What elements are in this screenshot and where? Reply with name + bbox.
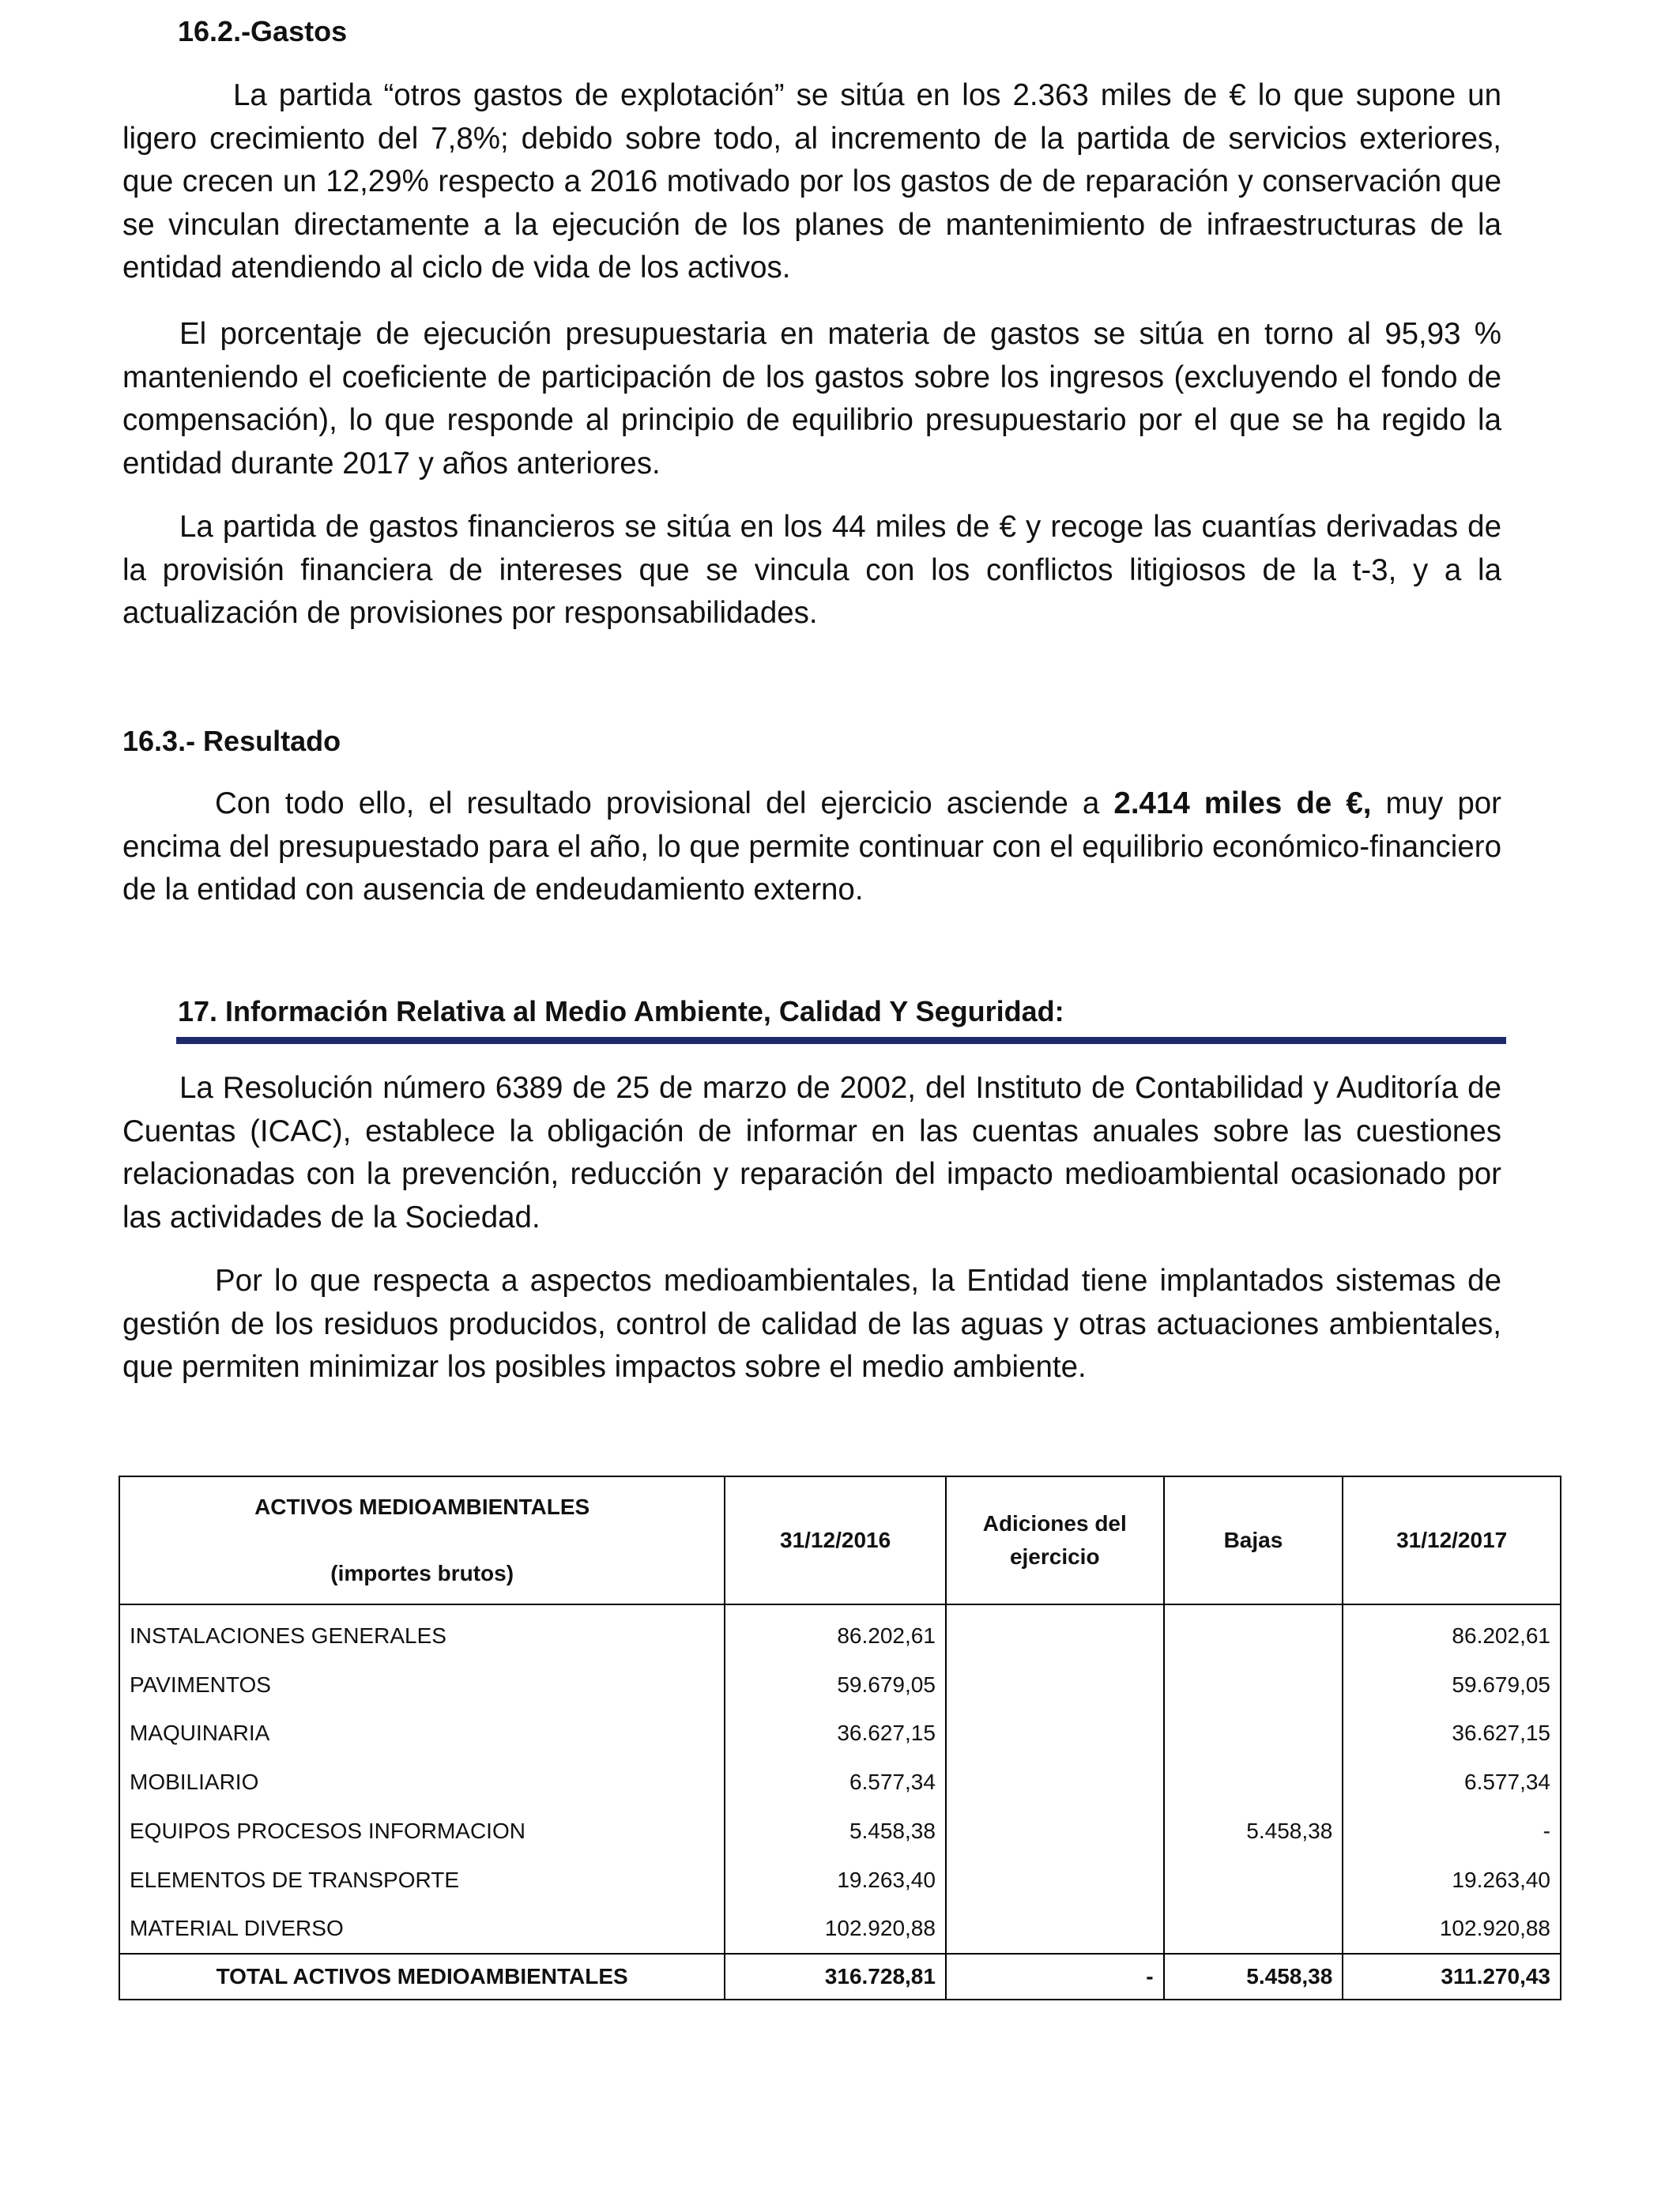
value-2016: 59.679,05 (725, 1661, 946, 1710)
value-additions (946, 1604, 1164, 1661)
value-2016: 36.627,15 (725, 1709, 946, 1758)
value-2017: 36.627,15 (1343, 1709, 1561, 1758)
section-heading-resultado: 16.3.- Resultado (122, 725, 341, 757)
value-2016: 6.577,34 (725, 1758, 946, 1807)
row-label: EQUIPOS PROCESOS INFORMACION (119, 1807, 725, 1856)
value-bajas (1164, 1904, 1343, 1954)
value-additions (946, 1661, 1164, 1710)
paragraph: El porcentaje de ejecución presupuestaria en materia de gastos se sitúa en torno al 95,93 % manteniendo el coeficiente de participación de los gastos sobre los ingresos (excluyendo el fondo de compensación), lo que responde al principio de equilibrio presupuestario por el que se ha regido la entidad durante 2017 y años anteriores. (122, 317, 1501, 481)
header-assets-title: ACTIVOS MEDIOAMBIENTALES (254, 1495, 590, 1519)
header-2016: 31/12/2016 (725, 1476, 946, 1604)
value-bajas (1164, 1709, 1343, 1758)
table-row (119, 1709, 1561, 1758)
value-2017: 86.202,61 (1343, 1604, 1561, 1661)
row-label: INSTALACIONES GENERALES (119, 1604, 725, 1661)
total-2016: 316.728,81 (725, 1954, 946, 2000)
value-2017: 102.920,88 (1343, 1904, 1561, 1954)
header-assets-subtitle: (importes brutos) (330, 1561, 514, 1585)
row-label: PAVIMENTOS (119, 1661, 725, 1710)
value-additions (946, 1807, 1164, 1856)
medio-ambiente-text (122, 1067, 1501, 1239)
paragraph (122, 782, 1501, 912)
value-2017: 59.679,05 (1343, 1661, 1561, 1710)
total-additions: - (946, 1954, 1164, 2000)
value-bajas (1164, 1856, 1343, 1905)
total-2017: 311.270,43 (1343, 1954, 1561, 2000)
value-additions (946, 1856, 1164, 1905)
paragraph: La Resolución número 6389 de 25 de marzo de 2002, del Instituto de Contabilidad y Auditoría de Cuentas (ICAC), establece la obligación de informar en las cuentas anuales sobre las cuestiones relacionadas con la prevención, reducción y reparación del impacto medioambiental ocasionado por las actividades de la Sociedad. (122, 1071, 1501, 1235)
gastos-text (122, 74, 1501, 290)
table-row (119, 1904, 1561, 1954)
value-2017: - (1343, 1807, 1561, 1856)
table-row (119, 1604, 1561, 1661)
row-label: MATERIAL DIVERSO (119, 1904, 725, 1954)
total-label: TOTAL ACTIVOS MEDIOAMBIENTALES (119, 1954, 725, 2000)
table-header-row (119, 1476, 1561, 1604)
header-2017: 31/12/2017 (1343, 1476, 1561, 1604)
header-bajas: Bajas (1164, 1476, 1343, 1604)
table-row (119, 1807, 1561, 1856)
gastos-text-2 (122, 313, 1501, 485)
value-2017: 19.263,40 (1343, 1856, 1561, 1905)
section-heading-gastos: 16.2.-Gastos (178, 15, 348, 47)
gastos-text-3 (122, 506, 1501, 635)
value-2017: 6.577,34 (1343, 1758, 1561, 1807)
environmental-assets-table (119, 1476, 1561, 2000)
resultado-text (122, 782, 1501, 912)
heading-underline (176, 1037, 1506, 1044)
value-bajas: 5.458,38 (1164, 1807, 1343, 1856)
total-bajas: 5.458,38 (1164, 1954, 1343, 2000)
value-2016: 86.202,61 (725, 1604, 946, 1661)
table-total-row (119, 1954, 1561, 2000)
table-row (119, 1856, 1561, 1905)
resultado-text-after: muy por encima del presupuestado para el año, lo que permite continuar con el equilibrio económico-financiero de la entidad con ausencia de endeudamiento externo. (122, 786, 1501, 907)
row-label: MAQUINARIA (119, 1709, 725, 1758)
value-bajas (1164, 1758, 1343, 1807)
resultado-text-before: Con todo ello, el resultado provisional del ejercicio asciende a (215, 786, 1114, 820)
resultado-amount: 2.414 miles de €, (1113, 786, 1372, 820)
paragraph: La partida “otros gastos de explotación” se sitúa en los 2.363 miles de € lo que supone un ligero crecimiento del 7,8%; debido sobre todo, al incremento de la partida de servicios exteriores, que crecen un 12,29% respecto a 2016 motivado por los gastos de de reparación y conservación que se vinculan directamente a la ejecución de los planes de mantenimiento de infraestructuras de la entidad atendiendo al ciclo de vida de los activos. (122, 78, 1501, 285)
row-label: ELEMENTOS DE TRANSPORTE (119, 1856, 725, 1905)
header-assets (119, 1476, 725, 1604)
value-additions (946, 1758, 1164, 1807)
value-additions (946, 1709, 1164, 1758)
table-row (119, 1758, 1561, 1807)
header-additions: Adiciones del ejercicio (946, 1476, 1164, 1604)
value-bajas (1164, 1604, 1343, 1661)
medio-ambiente-text-2 (122, 1260, 1501, 1389)
value-2016: 5.458,38 (725, 1807, 946, 1856)
value-bajas (1164, 1661, 1343, 1710)
value-2016: 19.263,40 (725, 1856, 946, 1905)
value-additions (946, 1904, 1164, 1954)
table-row (119, 1661, 1561, 1710)
value-2016: 102.920,88 (725, 1904, 946, 1954)
section-heading-medio-ambiente: 17. Información Relativa al Medio Ambiente, Calidad Y Seguridad: (178, 995, 1064, 1027)
row-label: MOBILIARIO (119, 1758, 725, 1807)
paragraph: La partida de gastos financieros se sitúa en los 44 miles de € y recoge las cuantías derivadas de la provisión financiera de intereses que se vincula con los conflictos litigiosos de la t-3, y a la actualización de provisiones por responsabilidades. (122, 510, 1501, 630)
paragraph: Por lo que respecta a aspectos medioambientales, la Entidad tiene implantados sistemas de gestión de los residuos producidos, control de calidad de las aguas y otras actuaciones ambientales, que permiten minimizar los posibles impactos sobre el medio ambiente. (122, 1264, 1501, 1384)
